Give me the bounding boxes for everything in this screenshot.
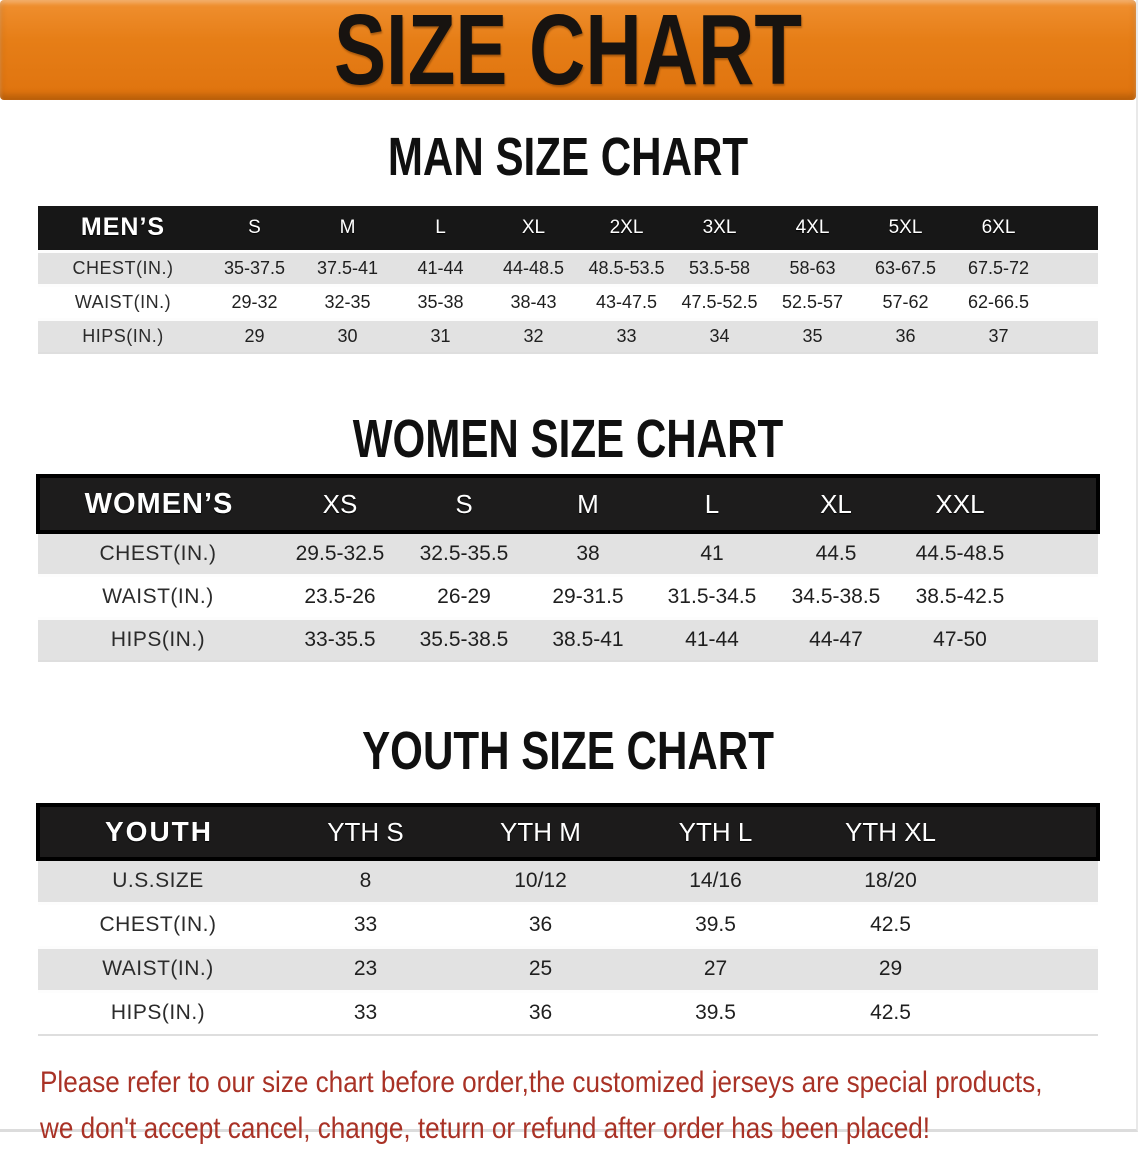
- size-value-cell: 25: [453, 947, 628, 991]
- row-trailing-space: [978, 859, 1098, 903]
- size-value-cell: 30: [301, 319, 394, 353]
- measurement-row: [38, 251, 1098, 285]
- size-value-cell: 63-67.5: [859, 251, 952, 285]
- men-size-table: [38, 206, 1098, 354]
- size-value-cell: 47-50: [898, 618, 1022, 661]
- size-column-header: 6XL: [952, 206, 1045, 251]
- size-value-cell: 18/20: [803, 859, 978, 903]
- measurement-row-label: CHEST(IN.): [38, 251, 208, 285]
- size-column-header: M: [301, 206, 394, 251]
- size-value-cell: 43-47.5: [580, 285, 673, 319]
- row-trailing-space: [978, 903, 1098, 947]
- youth-size-table: [36, 803, 1100, 1036]
- size-value-cell: 10/12: [453, 859, 628, 903]
- size-value-cell: 36: [453, 991, 628, 1035]
- size-value-cell: 37: [952, 319, 1045, 353]
- size-value-cell: 38: [526, 532, 650, 575]
- size-column-header: YTH XL: [803, 805, 978, 859]
- table-header-bar: [38, 476, 1098, 532]
- size-value-cell: 29-32: [208, 285, 301, 319]
- size-value-cell: 47.5-52.5: [673, 285, 766, 319]
- banner-title: SIZE CHART: [334, 0, 802, 106]
- row-trailing-space: [1022, 532, 1098, 575]
- size-column-header: YTH S: [278, 805, 453, 859]
- size-value-cell: 44-47: [774, 618, 898, 661]
- women-size-table: [36, 474, 1100, 662]
- table-header-label: MEN’S: [38, 206, 208, 251]
- size-column-header: YTH M: [453, 805, 628, 859]
- size-value-cell: 38.5-42.5: [898, 575, 1022, 618]
- size-column-header: M: [526, 476, 650, 532]
- size-value-cell: 58-63: [766, 251, 859, 285]
- size-value-cell: 38-43: [487, 285, 580, 319]
- size-column-header: 2XL: [580, 206, 673, 251]
- header-trailing-space: [1045, 206, 1098, 251]
- size-value-cell: 39.5: [628, 991, 803, 1035]
- size-value-cell: 38.5-41: [526, 618, 650, 661]
- row-trailing-space: [978, 947, 1098, 991]
- row-trailing-space: [1045, 285, 1098, 319]
- size-value-cell: 35: [766, 319, 859, 353]
- table-header-bar: [38, 805, 1098, 859]
- size-column-header: XL: [487, 206, 580, 251]
- row-trailing-space: [1045, 251, 1098, 285]
- size-value-cell: 33-35.5: [278, 618, 402, 661]
- measurement-row: [38, 947, 1098, 991]
- row-trailing-space: [978, 991, 1098, 1035]
- size-column-header: 5XL: [859, 206, 952, 251]
- measurement-row-label: WAIST(IN.): [38, 575, 278, 618]
- size-value-cell: 23.5-26: [278, 575, 402, 618]
- size-value-cell: 33: [278, 903, 453, 947]
- size-column-header: L: [650, 476, 774, 532]
- size-value-cell: 33: [278, 991, 453, 1035]
- size-column-header: XXL: [898, 476, 1022, 532]
- size-value-cell: 41-44: [394, 251, 487, 285]
- size-value-cell: 53.5-58: [673, 251, 766, 285]
- measurement-row-label: CHEST(IN.): [38, 903, 278, 947]
- size-value-cell: 36: [859, 319, 952, 353]
- size-value-cell: 32.5-35.5: [402, 532, 526, 575]
- size-value-cell: 32-35: [301, 285, 394, 319]
- size-value-cell: 29.5-32.5: [278, 532, 402, 575]
- measurement-row-label: HIPS(IN.): [38, 319, 208, 353]
- man-section-title: [0, 127, 1136, 187]
- size-value-cell: 29: [803, 947, 978, 991]
- table-header-label: WOMEN’S: [38, 476, 278, 532]
- size-column-header: XS: [278, 476, 402, 532]
- measurement-row: [38, 575, 1098, 618]
- header-trailing-space: [978, 805, 1098, 859]
- size-value-cell: 35.5-38.5: [402, 618, 526, 661]
- row-trailing-space: [1022, 575, 1098, 618]
- size-value-cell: 67.5-72: [952, 251, 1045, 285]
- size-value-cell: 32: [487, 319, 580, 353]
- measurement-row-label: HIPS(IN.): [38, 991, 278, 1035]
- size-value-cell: 44.5-48.5: [898, 532, 1022, 575]
- size-column-header: 3XL: [673, 206, 766, 251]
- size-value-cell: 29-31.5: [526, 575, 650, 618]
- size-value-cell: 29: [208, 319, 301, 353]
- size-column-header: XL: [774, 476, 898, 532]
- disclaimer-line-2: we don't accept cancel, change, teturn or refund after order has been placed!: [40, 1112, 931, 1145]
- measurement-row-label: HIPS(IN.): [38, 618, 278, 661]
- women-section-title: [0, 409, 1136, 469]
- youth-section-title: [0, 721, 1136, 781]
- size-column-header: S: [402, 476, 526, 532]
- youth-section-title-text: YOUTH SIZE CHART: [362, 721, 774, 781]
- order-disclaimer: [40, 1060, 1096, 1152]
- size-value-cell: 42.5: [803, 903, 978, 947]
- measurement-row: [38, 859, 1098, 903]
- row-trailing-space: [1045, 319, 1098, 353]
- size-value-cell: 42.5: [803, 991, 978, 1035]
- size-value-cell: 34.5-38.5: [774, 575, 898, 618]
- measurement-row: [38, 532, 1098, 575]
- size-value-cell: 31.5-34.5: [650, 575, 774, 618]
- size-value-cell: 26-29: [402, 575, 526, 618]
- table-header-label: YOUTH: [38, 805, 278, 859]
- measurement-row: [38, 903, 1098, 947]
- header-trailing-space: [1022, 476, 1098, 532]
- man-section-title-text: MAN SIZE CHART: [387, 127, 749, 187]
- disclaimer-line-1: Please refer to our size chart before order,the customized jerseys are special products,: [40, 1066, 1043, 1099]
- measurement-row-label: CHEST(IN.): [38, 532, 278, 575]
- size-value-cell: 36: [453, 903, 628, 947]
- size-value-cell: 41: [650, 532, 774, 575]
- size-value-cell: 37.5-41: [301, 251, 394, 285]
- size-value-cell: 23: [278, 947, 453, 991]
- size-value-cell: 44.5: [774, 532, 898, 575]
- women-section-title-text: WOMEN SIZE CHART: [352, 409, 784, 469]
- size-column-header: S: [208, 206, 301, 251]
- measurement-row-label: WAIST(IN.): [38, 285, 208, 319]
- measurement-row: [38, 618, 1098, 661]
- measurement-row: [38, 319, 1098, 353]
- size-value-cell: 39.5: [628, 903, 803, 947]
- size-value-cell: 41-44: [650, 618, 774, 661]
- table-header-bar: [38, 206, 1098, 251]
- size-column-header: L: [394, 206, 487, 251]
- size-column-header: YTH L: [628, 805, 803, 859]
- size-value-cell: 34: [673, 319, 766, 353]
- size-value-cell: 31: [394, 319, 487, 353]
- size-chart-banner: [0, 0, 1136, 106]
- size-value-cell: 35-38: [394, 285, 487, 319]
- measurement-row: [38, 285, 1098, 319]
- measurement-row-label: U.S.SIZE: [38, 859, 278, 903]
- measurement-row: [38, 991, 1098, 1035]
- size-value-cell: 48.5-53.5: [580, 251, 673, 285]
- size-value-cell: 33: [580, 319, 673, 353]
- size-value-cell: 8: [278, 859, 453, 903]
- row-trailing-space: [1022, 618, 1098, 661]
- size-value-cell: 57-62: [859, 285, 952, 319]
- size-value-cell: 52.5-57: [766, 285, 859, 319]
- size-value-cell: 14/16: [628, 859, 803, 903]
- size-column-header: 4XL: [766, 206, 859, 251]
- size-value-cell: 35-37.5: [208, 251, 301, 285]
- measurement-row-label: WAIST(IN.): [38, 947, 278, 991]
- size-value-cell: 27: [628, 947, 803, 991]
- size-value-cell: 44-48.5: [487, 251, 580, 285]
- size-value-cell: 62-66.5: [952, 285, 1045, 319]
